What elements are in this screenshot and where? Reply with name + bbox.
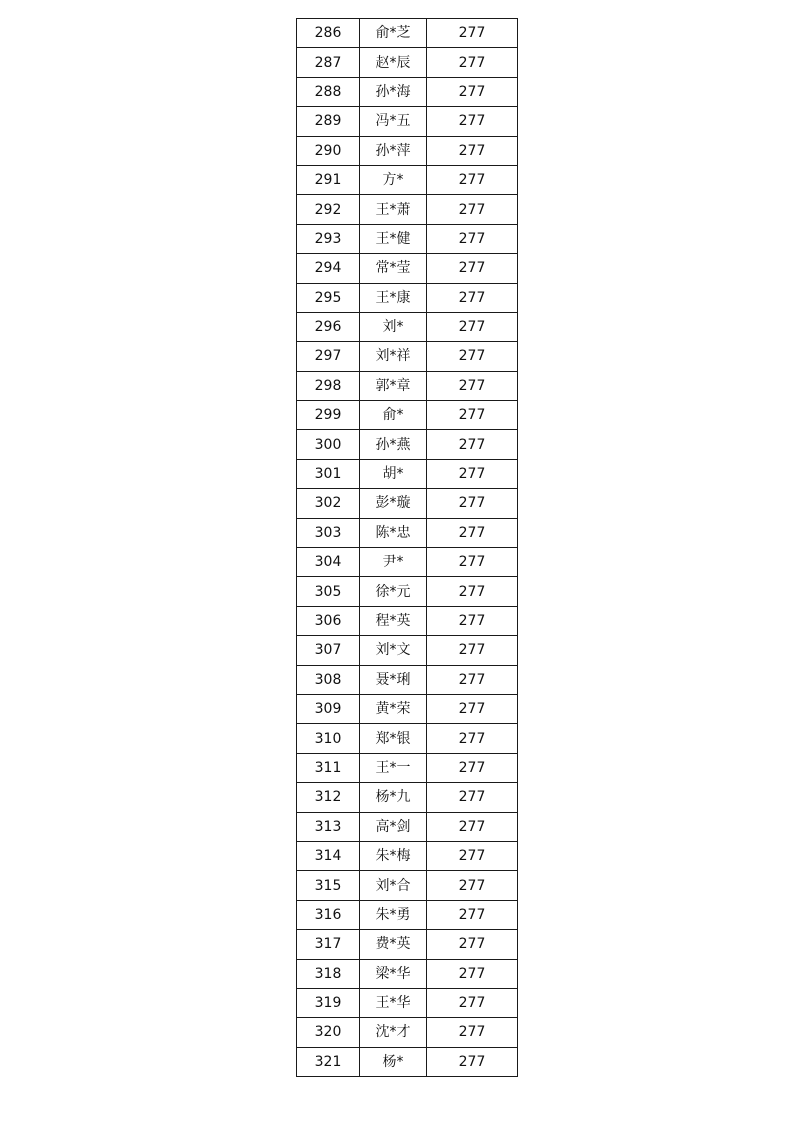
score-cell: 277 xyxy=(427,224,518,253)
name-cell: 郭*章 xyxy=(360,371,427,400)
score-cell: 277 xyxy=(427,841,518,870)
table-row xyxy=(297,988,518,1017)
score-cell: 277 xyxy=(427,606,518,635)
table-row xyxy=(297,371,518,400)
row-number-cell: 308 xyxy=(297,665,360,694)
score-cell: 277 xyxy=(427,401,518,430)
row-number-cell: 299 xyxy=(297,401,360,430)
score-cell: 277 xyxy=(427,430,518,459)
row-number-cell: 298 xyxy=(297,371,360,400)
table-row xyxy=(297,812,518,841)
table-row xyxy=(297,871,518,900)
row-number-cell: 310 xyxy=(297,724,360,753)
row-number-cell: 314 xyxy=(297,841,360,870)
row-number-cell: 313 xyxy=(297,812,360,841)
score-cell: 277 xyxy=(427,136,518,165)
score-cell: 277 xyxy=(427,548,518,577)
score-cell: 277 xyxy=(427,783,518,812)
score-cell: 277 xyxy=(427,342,518,371)
name-cell: 孙*燕 xyxy=(360,430,427,459)
table-row xyxy=(297,783,518,812)
table-row xyxy=(297,930,518,959)
table-row xyxy=(297,342,518,371)
score-cell: 277 xyxy=(427,753,518,782)
score-cell: 277 xyxy=(427,900,518,929)
table-row xyxy=(297,19,518,48)
score-cell: 277 xyxy=(427,489,518,518)
score-cell: 277 xyxy=(427,1018,518,1047)
table-row xyxy=(297,48,518,77)
table-row xyxy=(297,577,518,606)
row-number-cell: 296 xyxy=(297,312,360,341)
row-number-cell: 305 xyxy=(297,577,360,606)
score-cell: 277 xyxy=(427,871,518,900)
name-cell: 孙*海 xyxy=(360,77,427,106)
table-row xyxy=(297,1047,518,1076)
table-row xyxy=(297,165,518,194)
score-cell: 277 xyxy=(427,665,518,694)
row-number-cell: 301 xyxy=(297,459,360,488)
score-cell: 277 xyxy=(427,165,518,194)
table-row xyxy=(297,459,518,488)
table-row xyxy=(297,694,518,723)
table-row xyxy=(297,841,518,870)
name-cell: 孙*萍 xyxy=(360,136,427,165)
row-number-cell: 295 xyxy=(297,283,360,312)
row-number-cell: 290 xyxy=(297,136,360,165)
name-cell: 杨* xyxy=(360,1047,427,1076)
table-row xyxy=(297,665,518,694)
score-cell: 277 xyxy=(427,459,518,488)
score-cell: 277 xyxy=(427,77,518,106)
row-number-cell: 302 xyxy=(297,489,360,518)
score-cell: 277 xyxy=(427,988,518,1017)
table-row xyxy=(297,195,518,224)
row-number-cell: 316 xyxy=(297,900,360,929)
table-row xyxy=(297,636,518,665)
name-cell: 梁*华 xyxy=(360,959,427,988)
row-number-cell: 318 xyxy=(297,959,360,988)
row-number-cell: 309 xyxy=(297,694,360,723)
score-cell: 277 xyxy=(427,636,518,665)
name-cell: 冯*五 xyxy=(360,107,427,136)
row-number-cell: 291 xyxy=(297,165,360,194)
name-cell: 朱*勇 xyxy=(360,900,427,929)
name-cell: 刘*文 xyxy=(360,636,427,665)
name-cell: 胡* xyxy=(360,459,427,488)
table-body xyxy=(297,19,518,1077)
score-cell: 277 xyxy=(427,959,518,988)
score-cell: 277 xyxy=(427,312,518,341)
row-number-cell: 293 xyxy=(297,224,360,253)
name-cell: 黄*荣 xyxy=(360,694,427,723)
score-cell: 277 xyxy=(427,577,518,606)
name-cell: 王*萧 xyxy=(360,195,427,224)
table-row xyxy=(297,401,518,430)
row-number-cell: 307 xyxy=(297,636,360,665)
name-cell: 沈*才 xyxy=(360,1018,427,1047)
row-number-cell: 294 xyxy=(297,254,360,283)
score-cell: 277 xyxy=(427,694,518,723)
ranking-table xyxy=(296,18,518,1077)
name-cell: 刘* xyxy=(360,312,427,341)
table-row xyxy=(297,283,518,312)
row-number-cell: 303 xyxy=(297,518,360,547)
table-row xyxy=(297,254,518,283)
name-cell: 彭*璇 xyxy=(360,489,427,518)
row-number-cell: 317 xyxy=(297,930,360,959)
score-cell: 277 xyxy=(427,724,518,753)
score-cell: 277 xyxy=(427,371,518,400)
name-cell: 刘*合 xyxy=(360,871,427,900)
table-row xyxy=(297,724,518,753)
name-cell: 聂*琍 xyxy=(360,665,427,694)
row-number-cell: 306 xyxy=(297,606,360,635)
table-row xyxy=(297,606,518,635)
name-cell: 程*英 xyxy=(360,606,427,635)
table-row xyxy=(297,312,518,341)
name-cell: 俞* xyxy=(360,401,427,430)
name-cell: 费*英 xyxy=(360,930,427,959)
row-number-cell: 289 xyxy=(297,107,360,136)
table-row xyxy=(297,1018,518,1047)
name-cell: 赵*辰 xyxy=(360,48,427,77)
name-cell: 徐*元 xyxy=(360,577,427,606)
row-number-cell: 315 xyxy=(297,871,360,900)
name-cell: 方* xyxy=(360,165,427,194)
score-cell: 277 xyxy=(427,930,518,959)
name-cell: 俞*芝 xyxy=(360,19,427,48)
name-cell: 常*莹 xyxy=(360,254,427,283)
row-number-cell: 304 xyxy=(297,548,360,577)
row-number-cell: 319 xyxy=(297,988,360,1017)
name-cell: 王*一 xyxy=(360,753,427,782)
score-cell: 277 xyxy=(427,195,518,224)
score-cell: 277 xyxy=(427,48,518,77)
table-row xyxy=(297,900,518,929)
name-cell: 王*健 xyxy=(360,224,427,253)
score-cell: 277 xyxy=(427,254,518,283)
table-row xyxy=(297,224,518,253)
name-cell: 王*康 xyxy=(360,283,427,312)
name-cell: 朱*梅 xyxy=(360,841,427,870)
table-row xyxy=(297,548,518,577)
table-row xyxy=(297,489,518,518)
row-number-cell: 321 xyxy=(297,1047,360,1076)
row-number-cell: 286 xyxy=(297,19,360,48)
row-number-cell: 312 xyxy=(297,783,360,812)
name-cell: 刘*祥 xyxy=(360,342,427,371)
row-number-cell: 292 xyxy=(297,195,360,224)
table-row xyxy=(297,430,518,459)
name-cell: 杨*九 xyxy=(360,783,427,812)
score-cell: 277 xyxy=(427,812,518,841)
score-cell: 277 xyxy=(427,283,518,312)
name-cell: 王*华 xyxy=(360,988,427,1017)
score-cell: 277 xyxy=(427,518,518,547)
table-row xyxy=(297,959,518,988)
score-cell: 277 xyxy=(427,19,518,48)
name-cell: 郑*银 xyxy=(360,724,427,753)
name-cell: 高*剑 xyxy=(360,812,427,841)
row-number-cell: 300 xyxy=(297,430,360,459)
score-cell: 277 xyxy=(427,1047,518,1076)
row-number-cell: 288 xyxy=(297,77,360,106)
name-cell: 尹* xyxy=(360,548,427,577)
row-number-cell: 311 xyxy=(297,753,360,782)
table-row xyxy=(297,753,518,782)
row-number-cell: 297 xyxy=(297,342,360,371)
name-cell: 陈*忠 xyxy=(360,518,427,547)
row-number-cell: 320 xyxy=(297,1018,360,1047)
table-row xyxy=(297,518,518,547)
row-number-cell: 287 xyxy=(297,48,360,77)
score-cell: 277 xyxy=(427,107,518,136)
table-row xyxy=(297,136,518,165)
table-row xyxy=(297,77,518,106)
table-row xyxy=(297,107,518,136)
